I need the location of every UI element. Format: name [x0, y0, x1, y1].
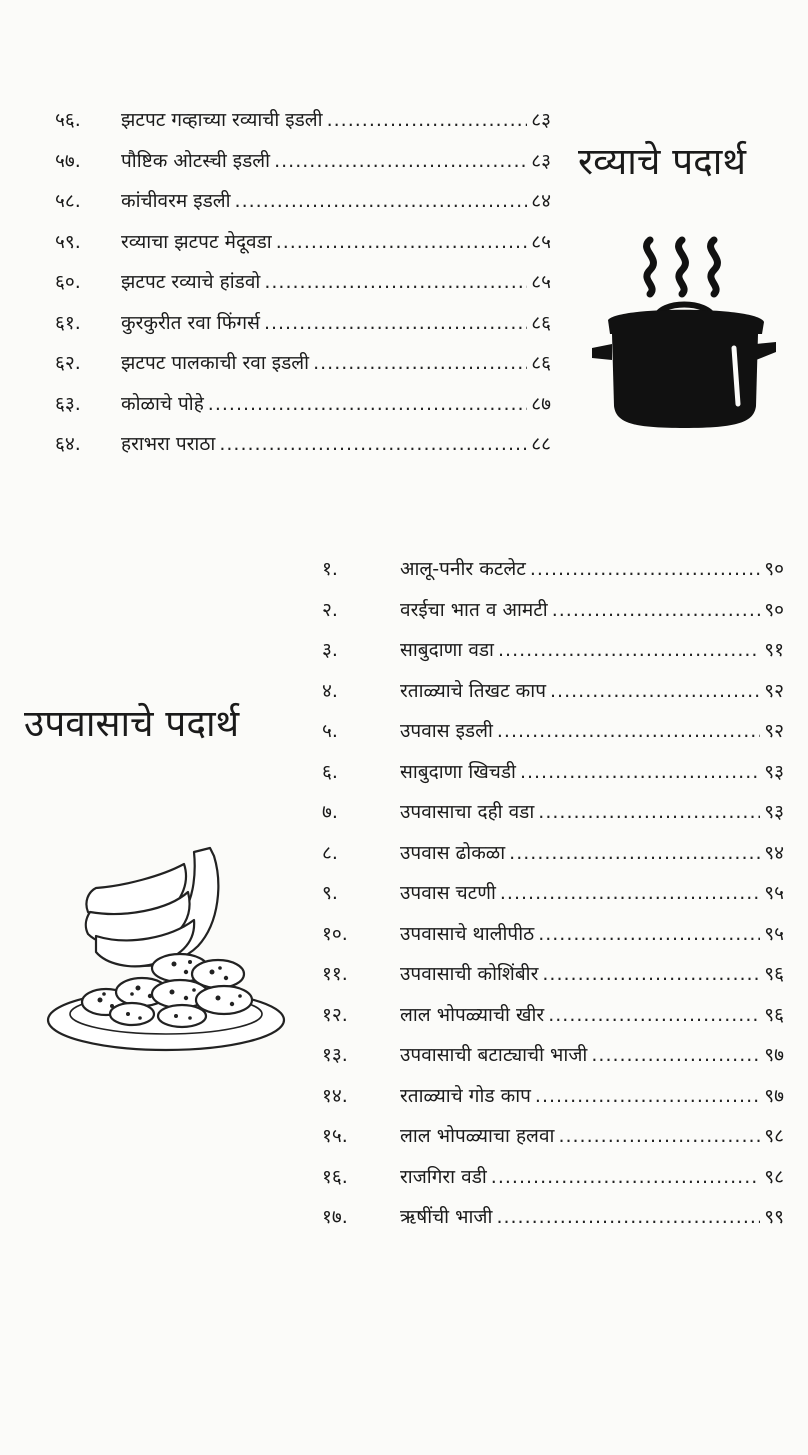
- toc-entry: [322, 873, 792, 914]
- entry-title: उपवास इडली: [400, 720, 493, 742]
- entry-title: उपवास चटणी: [400, 882, 496, 904]
- entry-title: लाल भोपळ्याची खीर: [400, 1003, 545, 1026]
- entry-page-number: ८४: [531, 190, 551, 212]
- entry-page-number: ८३: [531, 149, 551, 172]
- entry-number: ५६.: [55, 109, 81, 131]
- toc-entry: [55, 181, 551, 222]
- toc-entry: [322, 752, 792, 793]
- entry-number: ८.: [322, 841, 338, 864]
- entry-number: ५.: [322, 720, 338, 742]
- toc-entry: [55, 262, 551, 303]
- entry-title: रताळ्याचे तिखट काप: [400, 679, 546, 702]
- entry-page-number: ९८: [764, 1165, 784, 1188]
- entry-page-number: ९३: [764, 801, 784, 823]
- entry-page-number: ८६: [531, 311, 551, 334]
- entry-number: ६१.: [55, 311, 81, 334]
- entry-page-number: ९५: [764, 922, 784, 945]
- entry-title: उपवासाची कोशिंबीर: [400, 963, 539, 985]
- entry-title: झटपट गव्हाच्या रव्याची इडली: [121, 109, 323, 131]
- bananas-and-plate-icon: [44, 842, 288, 1060]
- entry-number: ६०.: [55, 271, 81, 293]
- entry-number: १३.: [322, 1044, 348, 1066]
- entry-page-number: ९१: [764, 639, 784, 661]
- section-heading-fasting: उपवासाचे पदार्थ: [24, 702, 240, 745]
- entry-page-number: ९६: [764, 963, 784, 985]
- toc-entry: [55, 100, 551, 141]
- entry-page-number: ८७: [531, 392, 551, 415]
- entry-number: ५९.: [55, 230, 81, 253]
- entry-number: १४.: [322, 1084, 348, 1107]
- entry-title: झटपट पालकाची रवा इडली: [121, 352, 310, 374]
- entry-title: कुरकुरीत रवा फिंगर्स: [121, 311, 260, 334]
- toc-entry: [55, 303, 551, 344]
- entry-number: ३.: [322, 639, 338, 661]
- entry-number: ५७.: [55, 149, 81, 172]
- entry-page-number: ९०: [764, 558, 784, 580]
- entry-title: वरईचा भात व आमटी: [400, 598, 548, 621]
- section-heading-semolina: रव्याचे पदार्थ: [578, 140, 746, 183]
- entry-page-number: ९८: [764, 1125, 784, 1147]
- entry-page-number: ९५: [764, 882, 784, 904]
- toc-entry: [322, 590, 792, 631]
- entry-number: ५८.: [55, 190, 81, 212]
- toc-entry: [55, 222, 551, 263]
- toc-entry: [55, 384, 551, 425]
- entry-number: १७.: [322, 1206, 348, 1228]
- entry-title: रव्याचा झटपट मेदूवडा: [121, 230, 272, 253]
- entry-page-number: ९४: [764, 841, 784, 864]
- entry-title: ऋषींची भाजी: [400, 1206, 493, 1228]
- toc-entry: [322, 549, 792, 590]
- cooking-pot-icon: [588, 236, 780, 432]
- entry-title: कोळाचे पोहे: [121, 392, 204, 415]
- entry-page-number: ९९: [764, 1206, 784, 1228]
- entry-page-number: ९६: [764, 1003, 784, 1026]
- entry-title: उपवासाची बटाट्याची भाजी: [400, 1044, 588, 1066]
- entry-title: लाल भोपळ्याचा हलवा: [400, 1125, 555, 1147]
- toc-entry: [322, 995, 792, 1036]
- entry-number: २.: [322, 598, 338, 621]
- toc-entry: [322, 711, 792, 752]
- entry-title: रताळ्याचे गोड काप: [400, 1084, 531, 1107]
- entry-title: पौष्टिक ओटस्ची इडली: [121, 149, 271, 172]
- entry-number: १२.: [322, 1003, 348, 1026]
- entry-number: १५.: [322, 1125, 348, 1147]
- entry-title: आलू-पनीर कटलेट: [400, 558, 526, 580]
- toc-entry: [322, 833, 792, 874]
- entry-number: ११.: [322, 963, 348, 985]
- entry-number: १०.: [322, 922, 348, 945]
- entry-title: हराभरा पराठा: [121, 433, 216, 455]
- toc-entry: [322, 1035, 792, 1076]
- entry-number: १६.: [322, 1165, 348, 1188]
- entry-title: उपवास ढोकळा: [400, 841, 506, 864]
- entry-page-number: ९७: [764, 1084, 784, 1107]
- entry-page-number: ८५: [531, 230, 551, 253]
- entry-page-number: ९२: [764, 720, 784, 742]
- toc-entry: [55, 343, 551, 384]
- entry-page-number: ८६: [531, 352, 551, 374]
- toc-entry: [322, 954, 792, 995]
- entry-title: उपवासाचे थालीपीठ: [400, 922, 535, 945]
- toc-list-fasting: [322, 549, 792, 1238]
- entry-title: साबुदाणा खिचडी: [400, 760, 516, 783]
- entry-page-number: ८८: [531, 433, 551, 455]
- toc-entry: [322, 1116, 792, 1157]
- toc-entry: [55, 141, 551, 182]
- toc-entry: [322, 792, 792, 833]
- toc-entry: [322, 1197, 792, 1238]
- entry-page-number: ९७: [764, 1044, 784, 1066]
- entry-page-number: ९०: [764, 598, 784, 621]
- entry-title: साबुदाणा वडा: [400, 639, 494, 661]
- toc-entry: [322, 1157, 792, 1198]
- toc-entry: [322, 914, 792, 955]
- entry-number: १.: [322, 558, 338, 580]
- entry-number: ४.: [322, 679, 338, 702]
- entry-number: ६४.: [55, 433, 81, 455]
- entry-page-number: ८३: [531, 109, 551, 131]
- entry-title: झटपट रव्याचे हांडवो: [121, 271, 261, 293]
- toc-entry: [322, 671, 792, 712]
- toc-list-semolina: [55, 100, 551, 465]
- entry-page-number: ८५: [531, 271, 551, 293]
- entry-number: ७.: [322, 801, 338, 823]
- entry-number: ६.: [322, 760, 338, 783]
- entry-number: ६३.: [55, 392, 81, 415]
- toc-entry: [322, 630, 792, 671]
- entry-number: ९.: [322, 882, 338, 904]
- toc-entry: [322, 1076, 792, 1117]
- entry-title: कांचीवरम इडली: [121, 190, 231, 212]
- entry-page-number: ९३: [764, 760, 784, 783]
- entry-title: राजगिरा वडी: [400, 1165, 487, 1188]
- entry-number: ६२.: [55, 352, 81, 374]
- entry-page-number: ९२: [764, 679, 784, 702]
- entry-title: उपवासाचा दही वडा: [400, 801, 535, 823]
- toc-entry: [55, 424, 551, 465]
